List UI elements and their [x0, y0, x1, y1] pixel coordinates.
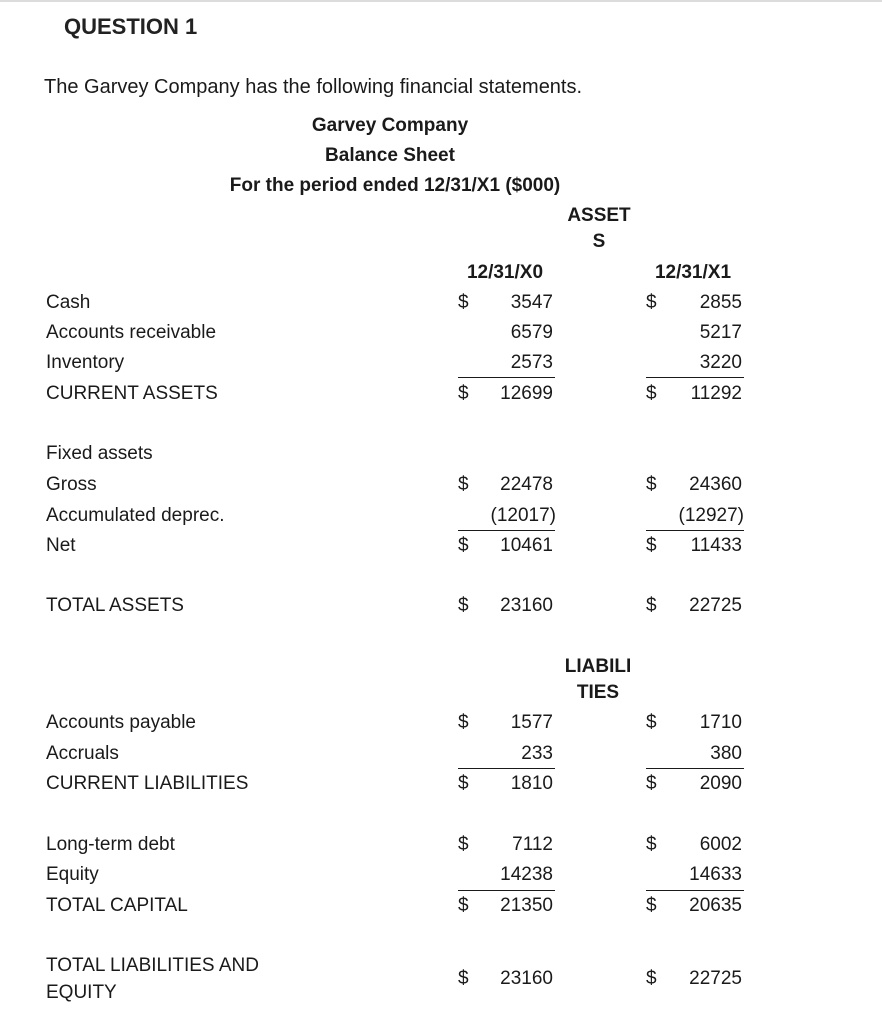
row-label: TOTAL LIABILITIES AND [46, 955, 259, 976]
subtotal-rule [458, 377, 555, 378]
subtotal-rule [458, 768, 555, 769]
value-x0: 6579 [510, 322, 553, 343]
value-x0: 1577 [510, 712, 553, 733]
value-x1: 22725 [689, 595, 742, 616]
currency-symbol: $ [646, 968, 657, 989]
liabilities-heading: LIABILI TIES [564, 656, 632, 703]
subtotal-rule [646, 377, 744, 378]
row-label: Long-term debt [46, 834, 175, 855]
value-x1: (12927) [678, 505, 744, 526]
value-x1: 1710 [699, 712, 742, 733]
row-label: Accruals [46, 743, 119, 764]
row-label: Equity [46, 864, 99, 885]
currency-symbol: $ [646, 535, 657, 556]
currency-symbol: $ [458, 773, 469, 794]
value-x0: 23160 [500, 968, 553, 989]
value-x0: 2573 [510, 352, 553, 373]
currency-symbol: $ [646, 712, 657, 733]
currency-symbol: $ [458, 968, 469, 989]
value-x0: 22478 [500, 474, 553, 495]
value-x0: (12017) [490, 505, 556, 526]
currency-symbol: $ [458, 895, 469, 916]
company-name: Garvey Company [311, 115, 469, 136]
value-x1: 22725 [689, 968, 742, 989]
statement-name: Balance Sheet [325, 145, 455, 166]
currency-symbol: $ [646, 595, 657, 616]
top-divider [0, 0, 882, 2]
value-x0: 7112 [512, 834, 553, 855]
value-x1: 380 [710, 743, 742, 764]
value-x1: 5217 [699, 322, 742, 343]
currency-symbol: $ [646, 834, 657, 855]
value-x0: 14238 [500, 864, 553, 885]
currency-symbol: $ [458, 834, 469, 855]
subtotal-rule [646, 890, 744, 891]
question-title: QUESTION 1 [64, 14, 198, 39]
row-label: TOTAL CAPITAL [46, 895, 188, 916]
subtotal-rule [646, 530, 744, 531]
value-x0: 1810 [510, 773, 553, 794]
column-header-x0: 12/31/X0 [466, 262, 544, 283]
row-label: TOTAL ASSETS [46, 595, 184, 616]
intro-text: The Garvey Company has the following financial statements. [44, 76, 583, 98]
currency-symbol: $ [646, 773, 657, 794]
value-x1: 20635 [689, 895, 742, 916]
currency-symbol: $ [458, 383, 469, 404]
value-x1: 3220 [699, 352, 742, 373]
value-x1: 24360 [689, 474, 742, 495]
value-x1: 14633 [689, 864, 742, 885]
value-x1: 11433 [690, 535, 742, 556]
row-label: Net [46, 535, 76, 556]
currency-symbol: $ [458, 595, 469, 616]
currency-symbol: $ [646, 292, 657, 313]
subtotal-rule [646, 768, 744, 769]
column-header-x1: 12/31/X1 [654, 262, 732, 283]
currency-symbol: $ [458, 292, 469, 313]
value-x0: 23160 [500, 595, 553, 616]
currency-symbol: $ [646, 474, 657, 495]
value-x0: 233 [521, 743, 553, 764]
row-label: Gross [46, 474, 97, 495]
currency-symbol: $ [458, 474, 469, 495]
subtotal-rule [458, 890, 555, 891]
row-label-continued: EQUITY [46, 982, 117, 1003]
row-label: CURRENT LIABILITIES [46, 773, 249, 794]
row-label-fixed-assets: Fixed assets [46, 443, 153, 464]
row-label: Cash [46, 292, 91, 313]
value-x1: 11292 [690, 383, 742, 404]
value-x0: 21350 [500, 895, 553, 916]
value-x0: 12699 [500, 383, 553, 404]
statement-period: For the period ended 12/31/X1 ($000) [229, 175, 561, 196]
currency-symbol: $ [646, 383, 657, 404]
row-label: Accounts payable [46, 712, 196, 733]
value-x1: 2855 [699, 292, 742, 313]
currency-symbol: $ [646, 895, 657, 916]
row-label: CURRENT ASSETS [46, 383, 218, 404]
value-x0: 10461 [500, 535, 553, 556]
row-label: Accumulated deprec. [46, 505, 225, 526]
assets-heading: ASSET S [567, 205, 631, 252]
value-x1: 6002 [699, 834, 742, 855]
currency-symbol: $ [458, 712, 469, 733]
value-x0: 3547 [510, 292, 553, 313]
subtotal-rule [458, 530, 555, 531]
row-label: Inventory [46, 352, 125, 373]
currency-symbol: $ [458, 535, 469, 556]
row-label: Accounts receivable [46, 322, 217, 343]
value-x1: 2090 [699, 773, 742, 794]
